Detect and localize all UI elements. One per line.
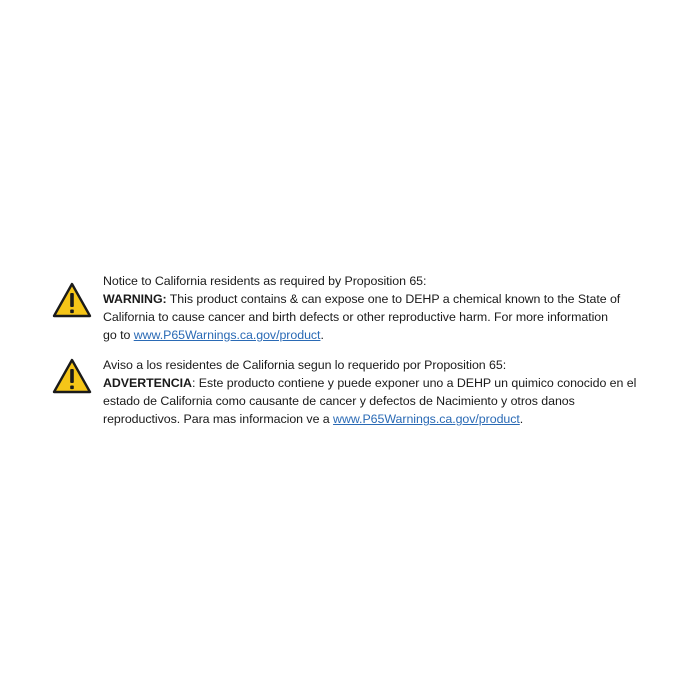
spanish-notice-text xyxy=(103,356,655,428)
advertencia-line xyxy=(103,374,655,392)
mas-informacion-prefix: reproductivos. Para mas informacion ve a xyxy=(103,412,334,426)
warning-triangle-icon xyxy=(52,282,92,318)
advertencia-label: ADVERTENCIA xyxy=(103,376,192,390)
advertencia-text: : Este producto contiene y puede exponer uno a DEHP un quimico conocido en el xyxy=(191,376,637,390)
warning-text-continued: California to cause cancer and birth defects or other reproductive harm. For more information xyxy=(103,310,608,324)
p65-warnings-link-es[interactable]: www.P65Warnings.ca.gov/product xyxy=(333,412,520,426)
more-info-line xyxy=(103,326,655,344)
aviso-heading: Aviso a los residentes de California segun lo requerido por Proposition 65: xyxy=(103,358,507,372)
more-info-prefix: go to xyxy=(103,328,134,342)
warning-triangle-icon xyxy=(52,358,92,394)
warning-label: WARNING: xyxy=(103,292,167,306)
english-notice-text xyxy=(103,272,655,344)
warning-line xyxy=(103,290,655,308)
warning-text: This product contains & can expose one to DEHP a chemical known to the State of xyxy=(166,292,621,306)
notice-heading: Notice to California residents as required by Proposition 65: xyxy=(103,274,427,288)
mas-informacion-line xyxy=(103,410,655,428)
advertencia-text-continued: estado de California como causante de cancer y defectos de Nacimiento y otros danos xyxy=(103,394,575,408)
mas-informacion-suffix: . xyxy=(519,412,524,426)
more-info-suffix: . xyxy=(320,328,324,342)
p65-warnings-link[interactable]: www.P65Warnings.ca.gov/product xyxy=(133,328,321,342)
